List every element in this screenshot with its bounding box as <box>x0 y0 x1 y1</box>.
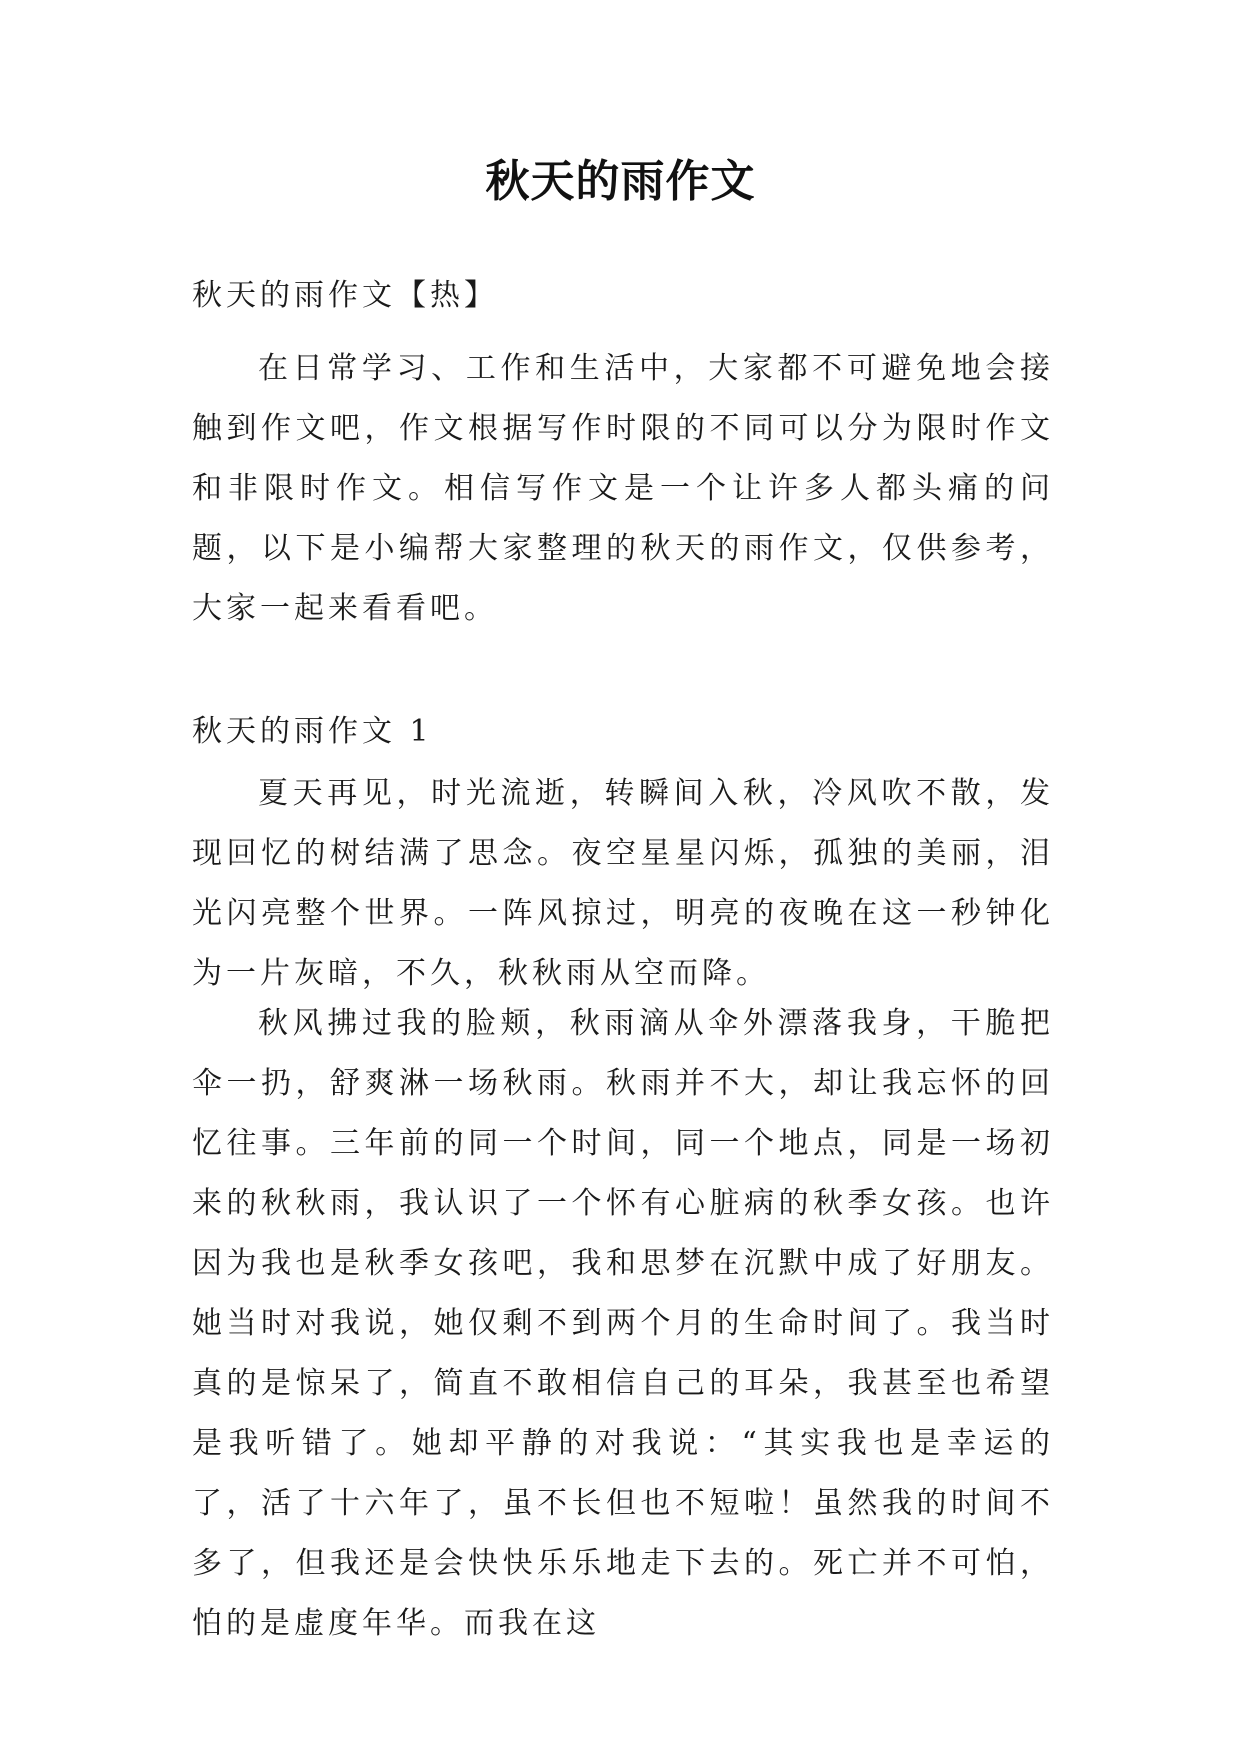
essay-1-heading: 秋天的雨作文 1 <box>192 714 433 749</box>
document-title: 秋天的雨作文 <box>485 156 756 207</box>
essay-1-paragraph-2: 秋风拂过我的脸颊，秋雨滴从伞外漂落我身，干脆把伞一扔，舒爽淋一场秋雨。秋雨并不大，却让我忘怀的回忆往事。三年前的同一个时间，同一个地点，同是一场初来的秋秋雨，我认识了一个怀有心脏病的秋季女孩。也许因为我也是秋季女孩吧，我和思梦在沉默中成了好朋友。她当时对我说，她仅剩不到两个月的生命时间了。我当时真的是惊呆了，简直不敢相信自己的耳朵，我甚至也希望是我听错了。她却平静的对我说：“其实我也是幸运的了，活了十六年了，虽不长但也不短啦！虽然我的时间不多了，但我还是会快快乐乐地走下去的。死亡并不可怕，怕的是虚度年华。而我在这 <box>192 1006 1054 1641</box>
intro-paragraph: 在日常学习、工作和生活中，大家都不可避免地会接触到作文吧，作文根据写作时限的不同可以分为限时作文和非限时作文。相信写作文是一个让许多人都头痛的问题，以下是小编帮大家整理的秋天的雨作文，仅供参考，大家一起来看看吧。 <box>192 351 1054 626</box>
essay-1-paragraph-1: 夏天再见，时光流逝，转瞬间入秋，冷风吹不散，发现回忆的树结满了思念。夜空星星闪烁，孤独的美丽，泪光闪亮整个世界。一阵风掠过，明亮的夜晚在这一秒钟化为一片灰暗，不久，秋秋雨从空而降。 <box>192 776 1054 991</box>
intro-heading: 秋天的雨作文【热】 <box>192 278 498 313</box>
